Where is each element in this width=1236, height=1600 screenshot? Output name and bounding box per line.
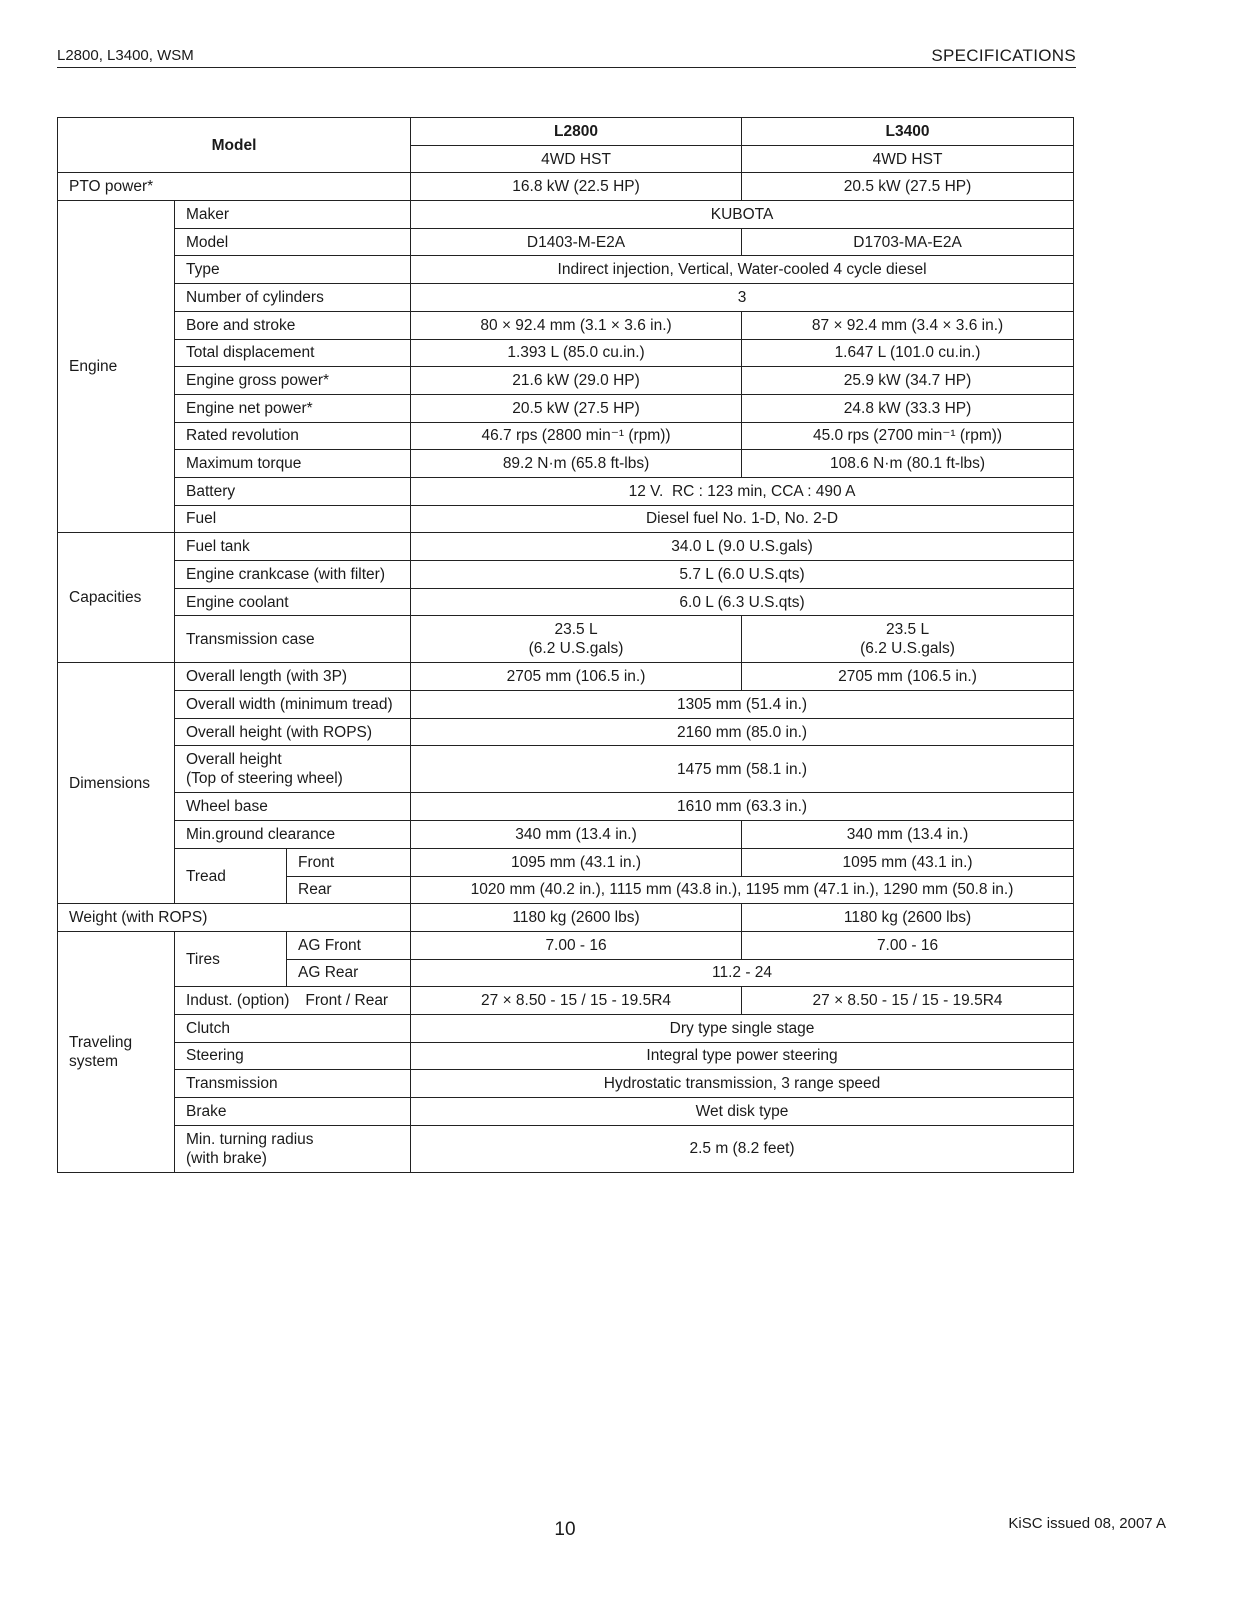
- model-l2800: L2800: [411, 118, 742, 146]
- model-l3400: L3400: [742, 118, 1074, 146]
- table-row: [58, 1125, 1074, 1172]
- table-row: [58, 793, 1074, 821]
- indust-sublabel: Front / Rear: [305, 992, 389, 1010]
- cell-value: 340 mm (13.4 in.): [742, 821, 1074, 849]
- row-label: Min.ground clearance: [175, 821, 411, 849]
- cell-line: (6.2 U.S.gals): [860, 640, 955, 658]
- row-label: Rated revolution: [175, 422, 411, 450]
- row-label: Engine coolant: [175, 588, 411, 616]
- variant-l2800: 4WD HST: [411, 145, 742, 173]
- row-label: PTO power*: [58, 173, 411, 201]
- cell-value: 2705 mm (106.5 in.): [742, 663, 1074, 691]
- label-line: Overall height: [186, 751, 282, 769]
- table-row: [58, 616, 1074, 663]
- cell-line: 23.5 L: [554, 621, 598, 639]
- group-label-traveling: [58, 931, 175, 1172]
- cell-value: 25.9 kW (34.7 HP): [742, 367, 1074, 395]
- table-row: [58, 505, 1074, 533]
- variant-l3400: 4WD HST: [742, 145, 1074, 173]
- cell-value: 20.5 kW (27.5 HP): [411, 394, 742, 422]
- cell-value: 34.0 L (9.0 U.S.gals): [411, 533, 1074, 561]
- indust-label: Indust. (option): [186, 992, 290, 1010]
- table-row: [58, 394, 1074, 422]
- cell-value: 87 × 92.4 mm (3.4 × 3.6 in.): [742, 311, 1074, 339]
- table-row: [58, 256, 1074, 284]
- page-number: 10: [554, 1519, 576, 1540]
- row-label: [175, 987, 411, 1015]
- row-label: Transmission case: [175, 616, 411, 663]
- cell-value: 7.00 - 16: [742, 931, 1074, 959]
- label-line: (with brake): [186, 1149, 267, 1167]
- cell-value: Wet disk type: [411, 1098, 1074, 1126]
- cell-value: 5.7 L (6.0 U.S.qts): [411, 561, 1074, 589]
- table-row: [58, 450, 1074, 478]
- row-label: Wheel base: [175, 793, 411, 821]
- cell-value: Hydrostatic transmission, 3 range speed: [411, 1070, 1074, 1098]
- cell-value: [742, 616, 1074, 663]
- row-label: Weight (with ROPS): [58, 904, 411, 932]
- cell-value: 1610 mm (63.3 in.): [411, 793, 1074, 821]
- row-label: AG Rear: [287, 959, 411, 987]
- cell-value: Indirect injection, Vertical, Water-cooled 4 cycle diesel: [411, 256, 1074, 284]
- label-line: (Top of steering wheel): [186, 770, 343, 788]
- table-row: [58, 821, 1074, 849]
- cell-value: 80 × 92.4 mm (3.1 × 3.6 in.): [411, 311, 742, 339]
- header-rule: [57, 67, 1076, 68]
- table-row: [58, 987, 1074, 1015]
- row-label: Engine crankcase (with filter): [175, 561, 411, 589]
- row-label-tread: Tread: [175, 848, 287, 903]
- row-label: Fuel tank: [175, 533, 411, 561]
- row-label: Fuel: [175, 505, 411, 533]
- cell-value: [411, 616, 742, 663]
- cell-value: 1180 kg (2600 lbs): [742, 904, 1074, 932]
- cell-value: 6.0 L (6.3 U.S.qts): [411, 588, 1074, 616]
- cell-value: 7.00 - 16: [411, 931, 742, 959]
- row-label-tires: Tires: [175, 931, 287, 986]
- table-row: [58, 201, 1074, 229]
- cell-value: D1703-MA-E2A: [742, 228, 1074, 256]
- cell-line: 23.5 L: [885, 621, 930, 639]
- cell-value: 1.393 L (85.0 cu.in.): [411, 339, 742, 367]
- table-row: [58, 339, 1074, 367]
- row-label: Steering: [175, 1042, 411, 1070]
- row-label: Engine net power*: [175, 394, 411, 422]
- row-label: [175, 1125, 411, 1172]
- cell-value: 108.6 N·m (80.1 ft-lbs): [742, 450, 1074, 478]
- cell-value: 11.2 - 24: [411, 959, 1074, 987]
- row-label: Bore and stroke: [175, 311, 411, 339]
- row-label: Battery: [175, 477, 411, 505]
- row-label: AG Front: [287, 931, 411, 959]
- model-header: Model: [58, 118, 411, 173]
- cell-value: 1305 mm (51.4 in.): [411, 691, 1074, 719]
- cell-value: 21.6 kW (29.0 HP): [411, 367, 742, 395]
- cell-value: 27 × 8.50 - 15 / 15 - 19.5R4: [742, 987, 1074, 1015]
- cell-value: 46.7 rps (2800 min⁻¹ (rpm)): [411, 422, 742, 450]
- row-label: Overall height (with ROPS): [175, 718, 411, 746]
- cell-value: Diesel fuel No. 1-D, No. 2-D: [411, 505, 1074, 533]
- row-label: Overall width (minimum tread): [175, 691, 411, 719]
- cell-value: 24.8 kW (33.3 HP): [742, 394, 1074, 422]
- row-label: Maximum torque: [175, 450, 411, 478]
- issued-note: KiSC issued 08, 2007 A: [1008, 1515, 1166, 1532]
- table-row: [58, 118, 1074, 146]
- cell-value: 340 mm (13.4 in.): [411, 821, 742, 849]
- table-row: [58, 284, 1074, 312]
- table-row: [58, 367, 1074, 395]
- table-row: [58, 533, 1074, 561]
- cell-value: 1.647 L (101.0 cu.in.): [742, 339, 1074, 367]
- row-label: Transmission: [175, 1070, 411, 1098]
- cell-value: Dry type single stage: [411, 1014, 1074, 1042]
- table-row: [58, 588, 1074, 616]
- table-row: [58, 848, 1074, 876]
- cell-value: 20.5 kW (27.5 HP): [742, 173, 1074, 201]
- row-label: Model: [175, 228, 411, 256]
- cell-value: 12 V. RC : 123 min, CCA : 490 A: [411, 477, 1074, 505]
- cell-value: 1020 mm (40.2 in.), 1115 mm (43.8 in.), 1195 mm (47.1 in.), 1290 mm (50.8 in.): [411, 876, 1074, 904]
- cell-line: (6.2 U.S.gals): [528, 640, 624, 658]
- header-manual-title: L2800, L3400, WSM: [57, 47, 194, 64]
- row-label: Clutch: [175, 1014, 411, 1042]
- table-row: [58, 1042, 1074, 1070]
- cell-value: Integral type power steering: [411, 1042, 1074, 1070]
- table-row: [58, 1098, 1074, 1126]
- table-row: [58, 691, 1074, 719]
- label-line: Traveling: [69, 1033, 133, 1051]
- specifications-table: [57, 117, 1074, 1173]
- cell-value: 89.2 N·m (65.8 ft-lbs): [411, 450, 742, 478]
- table-row: [58, 228, 1074, 256]
- cell-value: 2.5 m (8.2 feet): [411, 1125, 1074, 1172]
- cell-value: D1403-M-E2A: [411, 228, 742, 256]
- cell-value: 1475 mm (58.1 in.): [411, 746, 1074, 793]
- cell-value: 27 × 8.50 - 15 / 15 - 19.5R4: [411, 987, 742, 1015]
- cell-value: 1095 mm (43.1 in.): [411, 848, 742, 876]
- cell-value: 2705 mm (106.5 in.): [411, 663, 742, 691]
- table-row: [58, 173, 1074, 201]
- cell-value: KUBOTA: [411, 201, 1074, 229]
- cell-value: 1180 kg (2600 lbs): [411, 904, 742, 932]
- table-row: [58, 1014, 1074, 1042]
- table-row: [58, 1070, 1074, 1098]
- row-label: Front: [287, 848, 411, 876]
- row-label: Number of cylinders: [175, 284, 411, 312]
- table-row: [58, 477, 1074, 505]
- table-row: [58, 422, 1074, 450]
- table-row: [58, 931, 1074, 959]
- label-line: system: [69, 1052, 119, 1070]
- table-row: [58, 904, 1074, 932]
- table-row: [58, 561, 1074, 589]
- table-row: [58, 746, 1074, 793]
- row-label: Engine gross power*: [175, 367, 411, 395]
- cell-value: 45.0 rps (2700 min⁻¹ (rpm)): [742, 422, 1074, 450]
- label-line: Min. turning radius: [186, 1130, 314, 1148]
- row-label: Total displacement: [175, 339, 411, 367]
- cell-value: 3: [411, 284, 1074, 312]
- group-label-capacities: Capacities: [58, 533, 175, 663]
- row-label: Overall length (with 3P): [175, 663, 411, 691]
- cell-value: 16.8 kW (22.5 HP): [411, 173, 742, 201]
- row-label: [175, 746, 411, 793]
- group-label-dimensions: Dimensions: [58, 663, 175, 904]
- row-label: Brake: [175, 1098, 411, 1126]
- row-label: Type: [175, 256, 411, 284]
- table-row: [58, 311, 1074, 339]
- header-section-title: SPECIFICATIONS: [931, 46, 1076, 65]
- row-label: Maker: [175, 201, 411, 229]
- table-row: [58, 718, 1074, 746]
- cell-value: 1095 mm (43.1 in.): [742, 848, 1074, 876]
- row-label: Rear: [287, 876, 411, 904]
- cell-value: 2160 mm (85.0 in.): [411, 718, 1074, 746]
- table-row: [58, 663, 1074, 691]
- group-label-engine: Engine: [58, 201, 175, 533]
